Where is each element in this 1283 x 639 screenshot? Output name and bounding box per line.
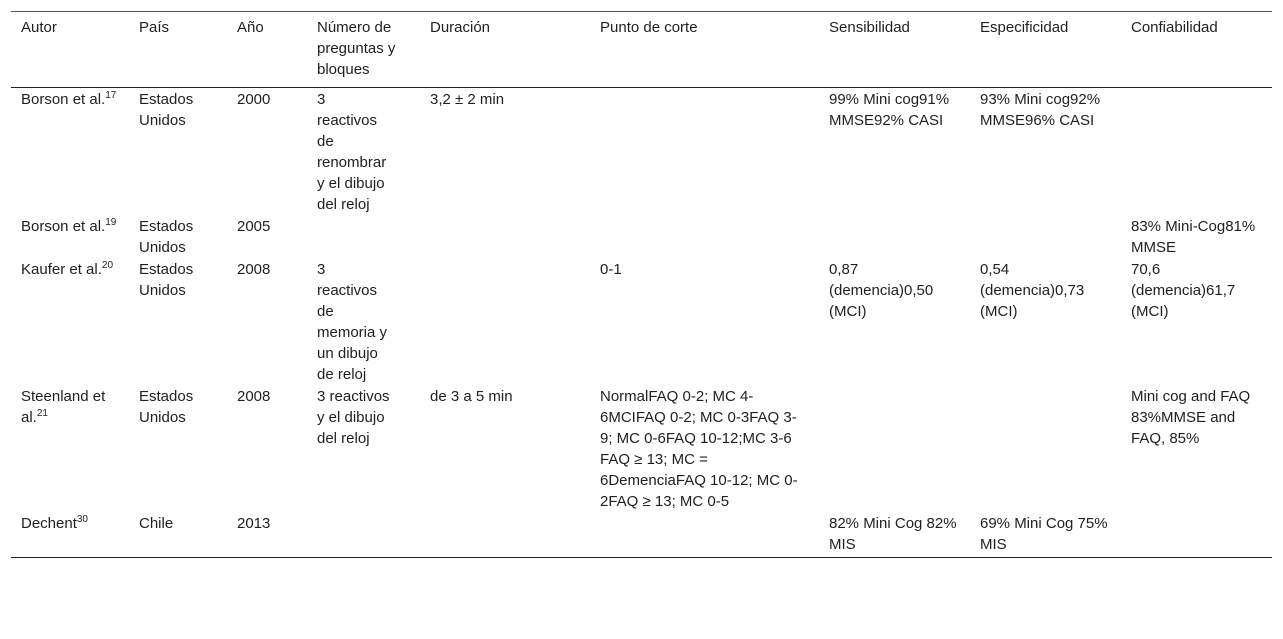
- cell-preguntas: [307, 512, 420, 558]
- header-row: [11, 12, 1272, 88]
- cell-autor: [11, 258, 129, 385]
- header-pais: País: [139, 19, 170, 36]
- reference-number: 20: [101, 260, 114, 271]
- cell-autor: [11, 215, 129, 258]
- table-row: [11, 88, 1272, 216]
- header-especificidad: Especificidad: [980, 19, 1069, 36]
- cell-preguntas: [307, 215, 420, 258]
- cell-autor: [11, 385, 129, 512]
- cell-autor: [11, 88, 129, 216]
- cell-duracion: [420, 258, 590, 385]
- cell-especificidad: [970, 215, 1121, 258]
- cell-confiabilidad: Mini cog and FAQ 83%MMSE and FAQ, 85%: [1131, 388, 1251, 447]
- cell-duracion: [420, 215, 590, 258]
- cell-autor: [11, 512, 129, 558]
- cell-confiabilidad: 83% Mini-Cog81% MMSE: [1131, 218, 1256, 256]
- cell-sensibilidad: [819, 385, 970, 512]
- cell-anio: 2005: [237, 218, 271, 235]
- cell-pais: Estados Unidos: [139, 218, 194, 256]
- header-anio: Año: [237, 19, 264, 36]
- cell-preguntas: [307, 258, 420, 385]
- header-corte: Punto de corte: [600, 19, 698, 36]
- header-duracion: Duración: [430, 19, 491, 36]
- cell-especificidad: 69% Mini Cog 75% MIS: [980, 515, 1108, 553]
- cell-pais: Estados Unidos: [139, 261, 194, 299]
- cell-anio: 2008: [237, 261, 271, 278]
- author-name: Borson et al.: [21, 218, 106, 235]
- cell-especificidad: [970, 385, 1121, 512]
- screening-table: [11, 11, 1272, 558]
- cell-sensibilidad: 0,87 (demencia)0,50 (MCI): [829, 261, 934, 320]
- cell-pais: Estados Unidos: [139, 91, 194, 129]
- cell-pais: Estados Unidos: [139, 388, 194, 426]
- cell-pais: Chile: [139, 515, 174, 532]
- author-name: Kaufer et al.: [21, 261, 102, 278]
- cell-anio: 2000: [237, 91, 271, 108]
- cell-sensibilidad: 99% Mini cog91% MMSE92% CASI: [829, 91, 950, 129]
- cell-anio: 2013: [237, 515, 271, 532]
- cell-confiabilidad: 70,6 (demencia)61,7 (MCI): [1131, 261, 1236, 320]
- header-sensibilidad: Sensibilidad: [829, 19, 910, 36]
- header-autor: Autor: [21, 19, 57, 36]
- reference-number: 30: [76, 514, 88, 525]
- table-row: [11, 385, 1272, 512]
- cell-duracion: de 3 a 5 min: [430, 388, 513, 405]
- preguntas-text: 3 reactivos y el dibujo del reloj: [317, 388, 390, 447]
- cell-especificidad: 93% Mini cog92% MMSE96% CASI: [980, 91, 1101, 129]
- cell-preguntas: [307, 385, 420, 512]
- author-name: Dechent: [21, 515, 77, 532]
- reference-number: 17: [105, 90, 117, 101]
- reference-number: 19: [105, 217, 117, 228]
- cell-corte: [590, 88, 819, 216]
- header-preguntas: Número de preguntas y bloques: [317, 19, 396, 78]
- cell-confiabilidad: [1121, 512, 1272, 558]
- table-row: [11, 512, 1272, 558]
- cell-especificidad: 0,54 (demencia)0,73 (MCI): [980, 261, 1085, 320]
- cell-confiabilidad: [1121, 88, 1272, 216]
- cell-duracion: 3,2 ± 2 min: [430, 91, 505, 108]
- author-name: Steenland et al.: [21, 388, 106, 426]
- table-row: [11, 215, 1272, 258]
- cell-preguntas: [307, 88, 420, 216]
- preguntas-text: 3 reactivos de memoria y un dibujo de reloj: [317, 261, 388, 383]
- cell-sensibilidad: 82% Mini Cog 82% MIS: [829, 515, 957, 553]
- author-name: Borson et al.: [21, 91, 106, 108]
- cell-corte: [590, 215, 819, 258]
- cell-anio: 2008: [237, 388, 271, 405]
- cell-corte: 0-1: [600, 261, 622, 278]
- cell-sensibilidad: [819, 215, 970, 258]
- table-row: [11, 258, 1272, 385]
- cell-corte: NormalFAQ 0-2; MC 4-6MCIFAQ 0-2; MC 0-3FAQ 3-9; MC 0-6FAQ 10-12;MC 3-6 FAQ ≥ 13; MC = 6DemenciaFAQ 10-12; MC 0-2FAQ ≥ 13; MC 0-5: [600, 388, 798, 510]
- cell-corte: [590, 512, 819, 558]
- cell-duracion: [420, 512, 590, 558]
- reference-number: 21: [36, 408, 48, 419]
- preguntas-text: 3 reactivos de renombrar y el dibujo del reloj: [317, 91, 387, 213]
- header-confiabilidad: Confiabilidad: [1131, 19, 1218, 36]
